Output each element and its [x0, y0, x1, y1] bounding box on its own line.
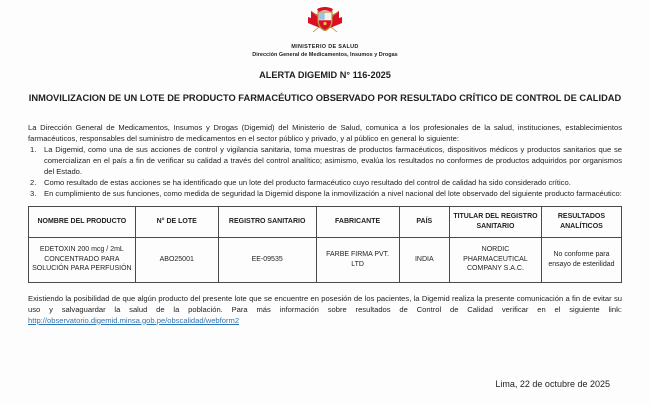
closing-paragraph: [28, 293, 622, 326]
list-item-text: En cumplimiento de sus funciones, como medida de seguridad la Digemid dispone la inmovilización a nivel nacional del lote observado del siguiente producto farmacéutico:: [44, 188, 622, 198]
closing-text: Existiendo la posibilidad de que algún producto del presente lote que se encuentre en posesión de los pacientes, la Digemid realiza la presente comunicación a fin de evitar su uso y salvaguardar la salud de la población. Para más información sobre resultados de Control de Calidad verificar en el siguiente link:: [28, 293, 622, 314]
table-header-cell: TITULAR DEL REGISTRO SANITARIO: [450, 206, 542, 237]
list-item-number: 2.: [30, 177, 37, 187]
document-header: [0, 0, 650, 58]
table-cell-lot: ABO25001: [135, 237, 218, 282]
list-item: [28, 144, 622, 177]
table-header-cell: RESULTADOS ANALÍTICOS: [541, 206, 621, 237]
peru-coat-of-arms-icon: [305, 5, 345, 36]
document-title: INMOVILIZACION DE UN LOTE DE PRODUCTO FARMACÉUTICO OBSERVADO POR RESULTADO CRÍTICO DE CONTROL DE CALIDAD: [28, 92, 622, 103]
document-body: [0, 70, 650, 326]
direction-name: Dirección General de Medicamentos, Insumos y Drogas: [252, 51, 398, 58]
table-cell-product-name: EDETOXIN 200 mcg / 2mL CONCENTRADO PARA SOLUCIÓN PARA PERFUSIÓN: [29, 237, 136, 282]
ministry-name: MINISTERIO DE SALUD: [291, 44, 359, 50]
table-cell-manufacturer: FARBE FIRMA PVT. LTD: [316, 237, 399, 282]
table-header-cell: PAÍS: [399, 206, 449, 237]
list-item: [28, 177, 622, 188]
list-item: [28, 188, 622, 199]
intro-paragraph: La Dirección General de Medicamentos, Insumos y Drogas (Digemid) del Ministerio de Salud, comunica a los profesionales de la salud, instituciones, establecimientos farmacéuticos, responsables del suministro de medicamentos en el sector público y privado, y al público en general lo siguiente:: [28, 122, 622, 143]
table-header-cell: REGISTRO SANITARIO: [218, 206, 316, 237]
list-item-number: 3.: [30, 188, 37, 198]
table-cell-country: INDIA: [399, 237, 449, 282]
table-header-cell: NOMBRE DEL PRODUCTO: [29, 206, 136, 237]
table-cell-registry-holder: NORDIC PHARMACEUTICAL COMPANY S.A.C.: [450, 237, 542, 282]
list-item-text: La Digemid, como una de sus acciones de control y vigilancia sanitaria, toma muestras de productos farmacéuticos, dispositivos médicos y productos sanitarios que se comercializan en el país a fin de verificar su calidad a través del control analítico; asimismo, evalúa los resultados no conformes de productos adquiridos por organismos del Estado.: [44, 144, 622, 176]
list-item-number: 1.: [30, 144, 37, 154]
numbered-list: [28, 144, 622, 199]
product-table: [28, 206, 622, 283]
alert-number-heading: ALERTA DIGEMID N° 116-2025: [259, 69, 391, 80]
table-row: [29, 237, 622, 282]
table-header-cell: FABRICANTE: [316, 206, 399, 237]
observatory-link[interactable]: http://observatorio.digemid.minsa.gob.pe/obscalidad/webform2: [28, 315, 240, 325]
list-item-text: Como resultado de estas acciones se ha identificado que un lote del producto farmacéutico cuyo resultado del control de calidad ha sido considerado crítico.: [44, 177, 571, 187]
table-header-row: [29, 206, 622, 237]
table-cell-registry: EE-09535: [218, 237, 316, 282]
table-cell-analytic-results: No conforme para ensayo de esterilidad: [541, 237, 621, 282]
table-header-cell: N° DE LOTE: [135, 206, 218, 237]
date-line: Lima, 22 de octubre de 2025: [495, 379, 610, 389]
